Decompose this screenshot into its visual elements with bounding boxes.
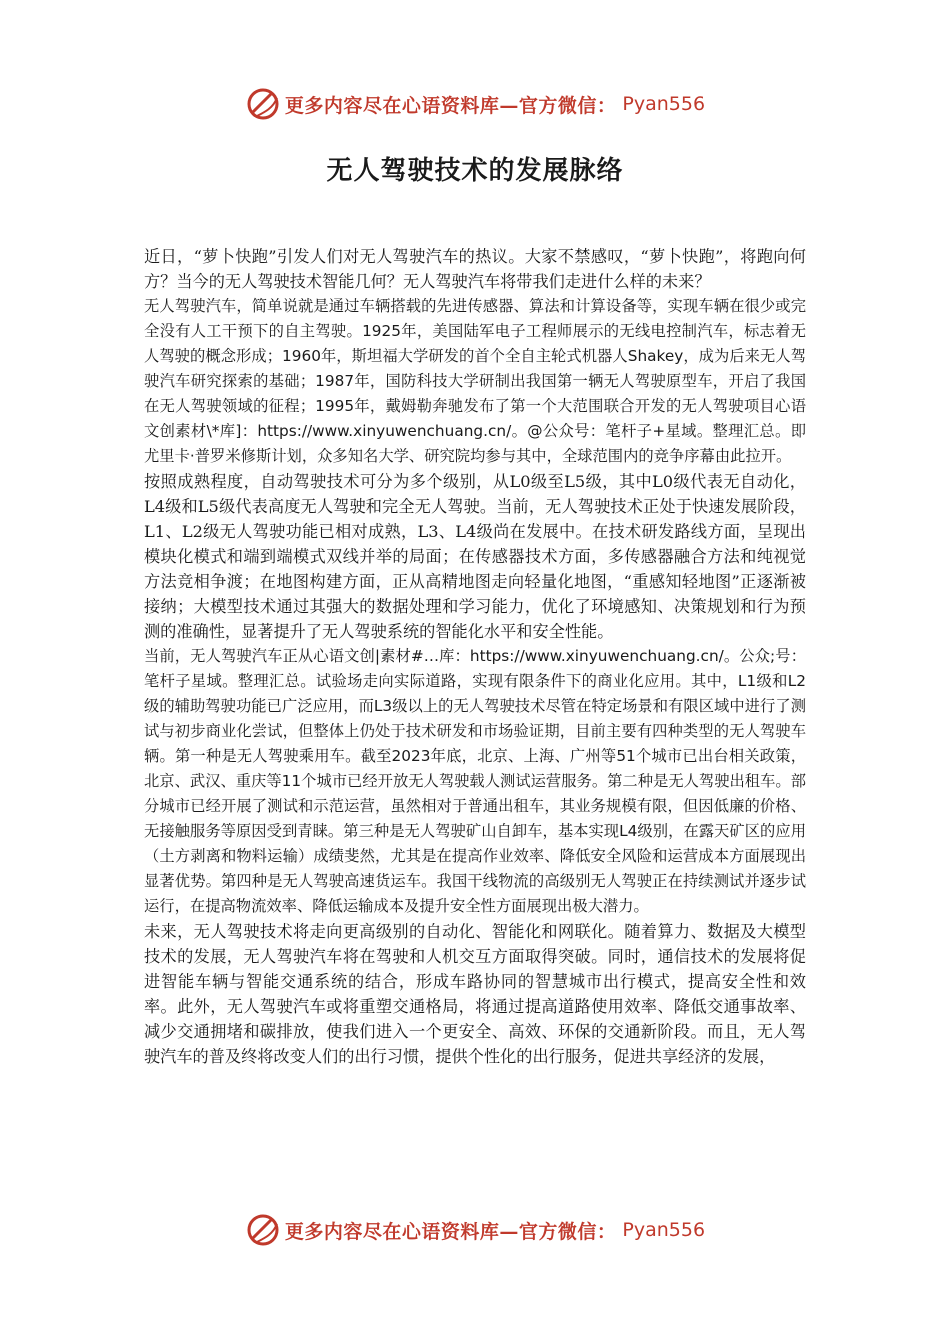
paragraph-2: 无人驾驶汽车，简单说就是通过车辆搭载的先进传感器、算法和计算设备等，实现车辆在很少或完全没有人工干预下的自主驾驶。1925年，美国陆军电子工程师展示的无线电控制汽车，标志着无人驾驶的概念形成；1960年，斯坦福大学研发的首个全自主轮式机器人Shakey，成为后来无人驾驶汽车研究探索的基础；1987年，国防科技大学研制出我国第一辆无人驾驶原型车，开启了我国在无人驾驶领域的征程；1995年，戴姆勒奔驰发布了第一个大范围联合开发的无人驾驶项目心语文创素材\*库]：https://www.xinyuwenchuang.cn/。@公众号：笔杆子+星域。整理汇总。即尤里卡·普罗米修斯计划，众多知名大学、研究院均参与其中，全球范围内的竞争序幕由此拉开。 bbox=[144, 297, 806, 465]
banner-brand: Pyan556 bbox=[622, 1219, 706, 1241]
header-banner bbox=[0, 84, 950, 124]
paragraph-4: 当前，无人驾驶汽车正从心语文创|素材#…库：https://www.xinyuwenchuang.cn/。公众;号：笔杆子星域。整理汇总。试验场走向实际道路，实现有限条件下的商业化应用。其中，L1级和L2级的辅助驾驶功能已广泛应用，而L3级以上的无人驾驶技术尽管在特定场景和有限区域中进行了测试与初步商业化尝试，但整体上仍处于技术研发和市场验证期，目前主要有四种类型的无人驾驶车辆。第一种是无人驾驶乘用车。截至2023年底，北京、上海、广州等51个城市已出台相关政策，北京、武汉、重庆等11个城市已经开放无人驾驶载人测试运营服务。第二种是无人驾驶出租车。部分城市已经开展了测试和示范运营，虽然相对于普通出租车，其业务规模有限，但因低廉的价格、无接触服务等原因受到青睐。第三种是无人驾驶矿山自卸车，基本实现L4级别，在露天矿区的应用（土方剥离和物料运输）成绩斐然，尤其是在提高作业效率、降低安全风险和运营成本方面展现出显著优势。第四种是无人驾驶高速货运车。我国干线物流的高级别无人驾驶正在持续测试并逐步试运行，在提高物流效率、降低运输成本及提升安全性方面展现出极大潜力。 bbox=[144, 647, 806, 915]
paragraph-3: 按照成熟程度，自动驾驶技术可分为多个级别，从L0级至L5级，其中L0级代表无自动化，L4级和L5级代表高度无人驾驶和完全无人驾驶。当前，无人驾驶技术正处于快速发展阶段，L1、L2级无人驾驶功能已相对成熟，L3、L4级尚在发展中。在技术研发路线方面，呈现出模块化模式和端到端模式双线并举的局面；在传感器技术方面，多传感器融合方法和纯视觉方法竞相争渡；在地图构建方面，正从高精地图走向轻量化地图，“重感知轻地图”正逐渐被接纳；大模型技术通过其强大的数据处理和学习能力，优化了环境感知、决策规划和行为预测的准确性，显著提升了无人驾驶系统的智能化水平和安全性能。 bbox=[144, 472, 806, 641]
paragraph-5: 未来，无人驾驶技术将走向更高级别的自动化、智能化和网联化。随着算力、数据及大模型技术的发展，无人驾驶汽车将在驾驶和人机交互方面取得突破。同时，通信技术的发展将促进智能车辆与智能交通系统的结合，形成车路协同的智慧城市出行模式，提高安全性和效率。此外，无人驾驶汽车或将重塑交通格局，将通过提高道路使用效率、降低交通事故率、减少交通拥堵和碳排放，使我们进入一个更安全、高效、环保的交通新阶段。而且，无人驾驶汽车的普及终将改变人们的出行习惯，提供个性化的出行服务，促进共享经济的发展， bbox=[144, 922, 806, 1066]
article-body bbox=[144, 244, 806, 1069]
banner-brand: Pyan556 bbox=[622, 93, 706, 115]
page-title: 无人驾驶技术的发展脉络 bbox=[326, 156, 624, 186]
brand-logo-icon bbox=[245, 1212, 281, 1248]
footer-banner bbox=[0, 1210, 950, 1250]
banner-text: 更多内容尽在心语资料库—官方微信： bbox=[284, 94, 617, 117]
banner-text: 更多内容尽在心语资料库—官方微信： bbox=[284, 1220, 617, 1243]
paragraph-1: 近日，“萝卜快跑”引发人们对无人驾驶汽车的热议。大家不禁感叹，“萝卜快跑”，将跑向何方？当今的无人驾驶技术智能几何？无人驾驶汽车将带我们走进什么样的未来？ bbox=[144, 247, 806, 291]
brand-logo-icon bbox=[245, 86, 281, 122]
